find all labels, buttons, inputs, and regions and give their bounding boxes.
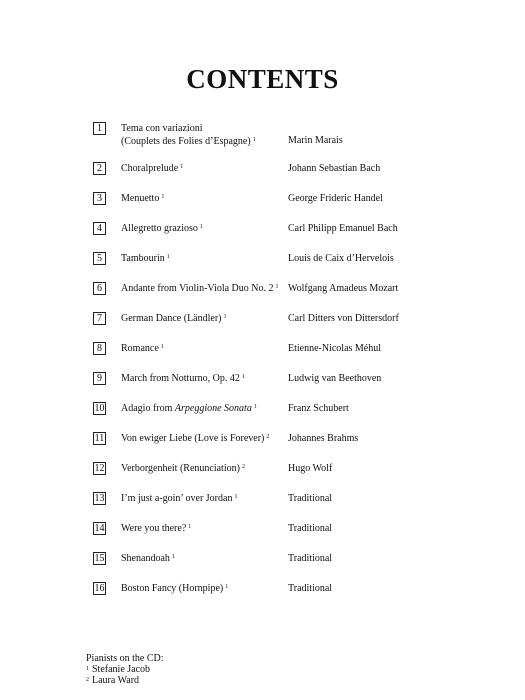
contents-entry bbox=[0, 372, 525, 392]
track-number: 3 bbox=[93, 192, 106, 205]
composer: Johannes Brahms bbox=[288, 433, 359, 444]
piece-title bbox=[121, 162, 291, 175]
piece-title-text: Choralprelude bbox=[121, 163, 179, 174]
track-number: 4 bbox=[93, 222, 106, 235]
track-number: 10 bbox=[94, 403, 105, 414]
piece-title bbox=[121, 252, 291, 265]
track-number: 15 bbox=[94, 553, 105, 564]
composer: George Frideric Handel bbox=[288, 193, 383, 204]
footnote-item-mark: 2 bbox=[86, 677, 89, 683]
footnote-mark: 1 bbox=[252, 137, 256, 143]
piece-title-italic: Arpeggione Sonata bbox=[174, 403, 252, 414]
piece-title-prefix: Adagio from bbox=[121, 403, 175, 414]
piece-title bbox=[121, 122, 291, 148]
composer: Carl Philipp Emanuel Bach bbox=[288, 223, 398, 234]
composer: Traditional bbox=[288, 583, 333, 594]
contents-entry bbox=[0, 192, 525, 212]
piece-title-text: Tambourin bbox=[121, 253, 165, 264]
footnote-mark: 1 bbox=[161, 194, 165, 200]
piece-title-text: Menuetto bbox=[121, 193, 160, 204]
footnote-item bbox=[86, 664, 164, 675]
footnote-mark: 2 bbox=[266, 434, 270, 440]
piece-title-text: Verborgenheit (Renunciation) bbox=[121, 463, 240, 474]
contents-entry bbox=[0, 312, 525, 332]
piece-title-text: I’m just a-goin’ over Jordan bbox=[121, 493, 233, 504]
track-number: 5 bbox=[93, 252, 106, 265]
footnote-item-mark: 1 bbox=[86, 666, 89, 672]
footnote-mark: 1 bbox=[180, 164, 184, 170]
page-title: CONTENTS bbox=[186, 64, 339, 94]
piece-title-text: Allegretto grazioso bbox=[121, 223, 198, 234]
footnotes bbox=[86, 653, 164, 686]
piece-title-text: March from Notturno, Op. 42 bbox=[121, 373, 240, 384]
piece-title bbox=[121, 312, 291, 325]
piece-title bbox=[121, 282, 291, 295]
composer: Louis de Caix d’Hervelois bbox=[288, 253, 394, 264]
contents-entry bbox=[0, 162, 525, 182]
contents-entry bbox=[0, 522, 525, 542]
footnote-mark: 1 bbox=[160, 344, 164, 350]
piece-title bbox=[121, 462, 291, 475]
contents-entry bbox=[0, 342, 525, 362]
footnote-mark: 1 bbox=[234, 494, 238, 500]
contents-entry bbox=[0, 402, 525, 422]
composer: Franz Schubert bbox=[288, 403, 349, 414]
piece-title bbox=[121, 492, 291, 505]
piece-title-text: Romance bbox=[121, 343, 159, 354]
track-number: 7 bbox=[93, 312, 106, 325]
composer: Hugo Wolf bbox=[288, 463, 333, 474]
track-number: 16 bbox=[94, 583, 105, 594]
track-number: 6 bbox=[93, 282, 106, 295]
track-number: 12 bbox=[94, 463, 105, 474]
piece-title-line2: (Couplets des Folies d’Espagne) bbox=[121, 136, 251, 147]
footnote-mark: 1 bbox=[253, 404, 257, 410]
track-number: 14 bbox=[94, 523, 105, 534]
contents-entry bbox=[0, 252, 525, 272]
footnote-mark: 1 bbox=[275, 284, 279, 290]
piece-title bbox=[121, 372, 291, 385]
footnote-mark: 1 bbox=[223, 314, 227, 320]
composer: Carl Ditters von Dittersdorf bbox=[288, 313, 399, 324]
composer: Wolfgang Amadeus Mozart bbox=[288, 283, 399, 294]
contents-entry bbox=[0, 122, 525, 147]
composer: Ludwig van Beethoven bbox=[288, 373, 382, 384]
footnote-mark: 1 bbox=[188, 524, 192, 530]
composer: Traditional bbox=[288, 493, 333, 504]
piece-title bbox=[121, 402, 291, 415]
piece-title bbox=[121, 552, 291, 565]
composer: Etienne-Nicolas Méhul bbox=[288, 343, 382, 354]
piece-title-text: German Dance (Ländler) bbox=[121, 313, 222, 324]
composer: Marin Marais bbox=[288, 135, 343, 146]
contents-entry bbox=[0, 462, 525, 482]
piece-title bbox=[121, 192, 291, 205]
composer: Johann Sebastian Bach bbox=[288, 163, 381, 174]
piece-title bbox=[121, 522, 291, 535]
contents-entry bbox=[0, 282, 525, 302]
contents-entry bbox=[0, 582, 525, 602]
footnote-mark: 1 bbox=[241, 374, 245, 380]
piece-title bbox=[121, 432, 291, 445]
track-number: 1 bbox=[93, 122, 106, 135]
track-number: 8 bbox=[93, 342, 106, 355]
contents-entry bbox=[0, 552, 525, 572]
footnote-mark: 1 bbox=[166, 254, 170, 260]
track-number: 9 bbox=[93, 372, 106, 385]
footnote-mark: 2 bbox=[241, 464, 245, 470]
footnote-mark: 1 bbox=[199, 224, 203, 230]
piece-title-text: Were you there? bbox=[121, 523, 187, 534]
pianist-name: Laura Ward bbox=[92, 675, 140, 686]
track-number: 11 bbox=[94, 433, 105, 444]
contents-entry bbox=[0, 222, 525, 242]
piece-title-text: Shenandoah bbox=[121, 553, 170, 564]
track-number: 2 bbox=[93, 162, 106, 175]
footnote-mark: 1 bbox=[171, 554, 175, 560]
pianist-name: Stefanie Jacob bbox=[92, 664, 151, 675]
piece-title-text: Von ewiger Liebe (Love is Forever) bbox=[121, 433, 265, 444]
piece-title bbox=[121, 582, 291, 595]
footnotes-heading: Pianists on the CD: bbox=[86, 653, 164, 664]
composer: Traditional bbox=[288, 553, 333, 564]
composer: Traditional bbox=[288, 523, 333, 534]
piece-title bbox=[121, 222, 291, 235]
contents-entry bbox=[0, 492, 525, 512]
piece-title-text: Boston Fancy (Hornpipe) bbox=[121, 583, 224, 594]
footnote-item bbox=[86, 675, 164, 686]
piece-title bbox=[121, 342, 291, 355]
piece-title-text: Andante from Violin-Viola Duo No. 2 bbox=[121, 283, 274, 294]
footnote-mark: 1 bbox=[225, 584, 229, 590]
contents-entry bbox=[0, 432, 525, 452]
track-number: 13 bbox=[94, 493, 105, 504]
piece-title-line1: Tema con variazioni bbox=[121, 123, 203, 134]
